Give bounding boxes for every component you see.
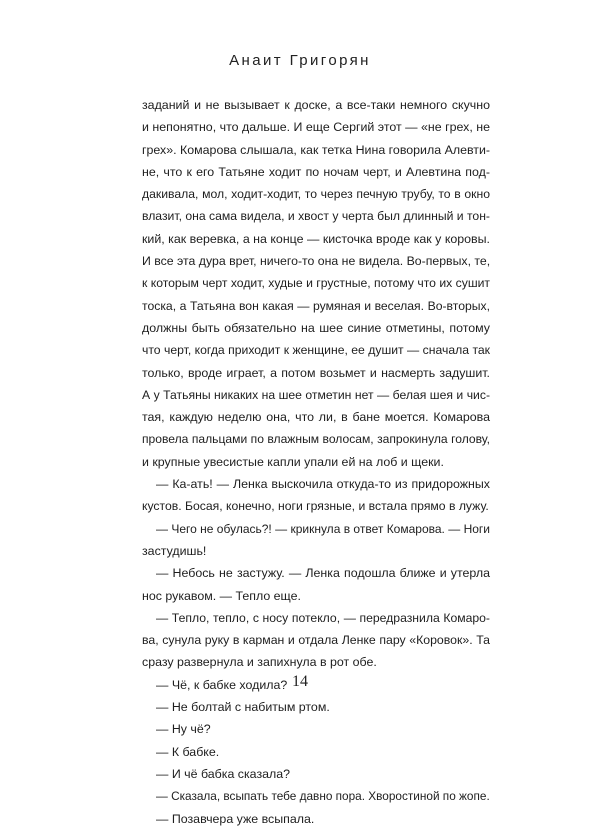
text-line: — Сказала, всыпать тебе давно пора. Хворостиной по жопе.	[156, 789, 490, 804]
text-line: заданий и не вызывает к доске, а все-таки немного скучно	[142, 98, 490, 112]
running-head-author: Анаит Григорян	[229, 52, 371, 69]
text-line: — Чего не обулась?! — крикнула в ответ Комарова. — Ноги	[156, 521, 490, 536]
page-number: 14	[292, 673, 308, 690]
text-line: влазит, она сама видела, и хвост у черта был длинный и тон-	[142, 209, 490, 224]
text-line: и крупные увесистые капли упали ей на лоб и щеки.	[142, 454, 444, 469]
text-line: — Тепло, тепло, с носу потекло, — передразнила Комаро-	[156, 610, 490, 625]
text-line: — Позавчера уже всыпала.	[156, 811, 315, 826]
text-line: кий, как веревка, а на конце — кисточка вроде как у коровы.	[142, 231, 490, 246]
text-line: — Чё, к бабке ходила?	[156, 677, 288, 692]
text-line: — К бабке.	[156, 744, 220, 759]
text-line: к которым черт ходит, худые и грустные, потому что их сушит	[142, 276, 490, 291]
text-line: — Не болтай с набитым ртом.	[156, 700, 330, 715]
text-line: только, вроде играет, а потом возьмет и насмерть задушит.	[142, 365, 490, 380]
text-line: и непонятно, что дальше. И еще Сергий этот — «не грех, не	[142, 120, 490, 135]
text-line: — И чё бабка сказала?	[156, 766, 291, 781]
text-line: что черт, когда приходит к женщине, ее душит — сначала так	[142, 343, 490, 358]
text-line: должны быть обязательно на шее синие отметины, потому	[142, 320, 490, 335]
text-line: ва, сунула руку в карман и отдала Ленке пару «Коровок». Та	[142, 633, 490, 648]
text-line: тая, каждую неделю она, что ли, в бане моется. Комарова	[142, 410, 490, 425]
text-line: И все эта дура врет, ничего-то она не видела. Во-первых, те,	[142, 254, 491, 269]
text-line: — Небось не застужу. — Ленка подошла ближе и утерла	[156, 566, 490, 581]
text-line: — Ка-ать! — Ленка выскочила откуда-то из придорожных	[156, 477, 490, 492]
body-text	[142, 94, 490, 830]
text-line: грех». Комарова слышала, как тетка Нина говорила Алевти-	[142, 142, 490, 157]
text-line: застудишь!	[142, 543, 207, 558]
text-line: провела пальцами по влажным волосам, запрокинула голову,	[142, 432, 490, 447]
text-line: тоска, а Татьяна вон какая — румяная и веселая. Во-вторых,	[142, 298, 490, 313]
text-line: нос рукавом. — Тепло еще.	[142, 588, 301, 603]
text-line: дакивала, мол, ходит-ходит, то через печную трубу, то в окно	[142, 187, 490, 202]
text-line: сразу развернула и запихнула в рот обе.	[142, 655, 377, 670]
text-line: кустов. Босая, конечно, ноги грязные, и встала прямо в лужу.	[142, 499, 489, 514]
text-line: А у Татьяны никаких на шее отметин нет — белая шея и чис-	[142, 387, 490, 402]
text-line: — Ну чё?	[156, 722, 211, 737]
text-line: не, что к его Татьяне ходит по ночам черт, и Алевтина под-	[142, 164, 490, 179]
